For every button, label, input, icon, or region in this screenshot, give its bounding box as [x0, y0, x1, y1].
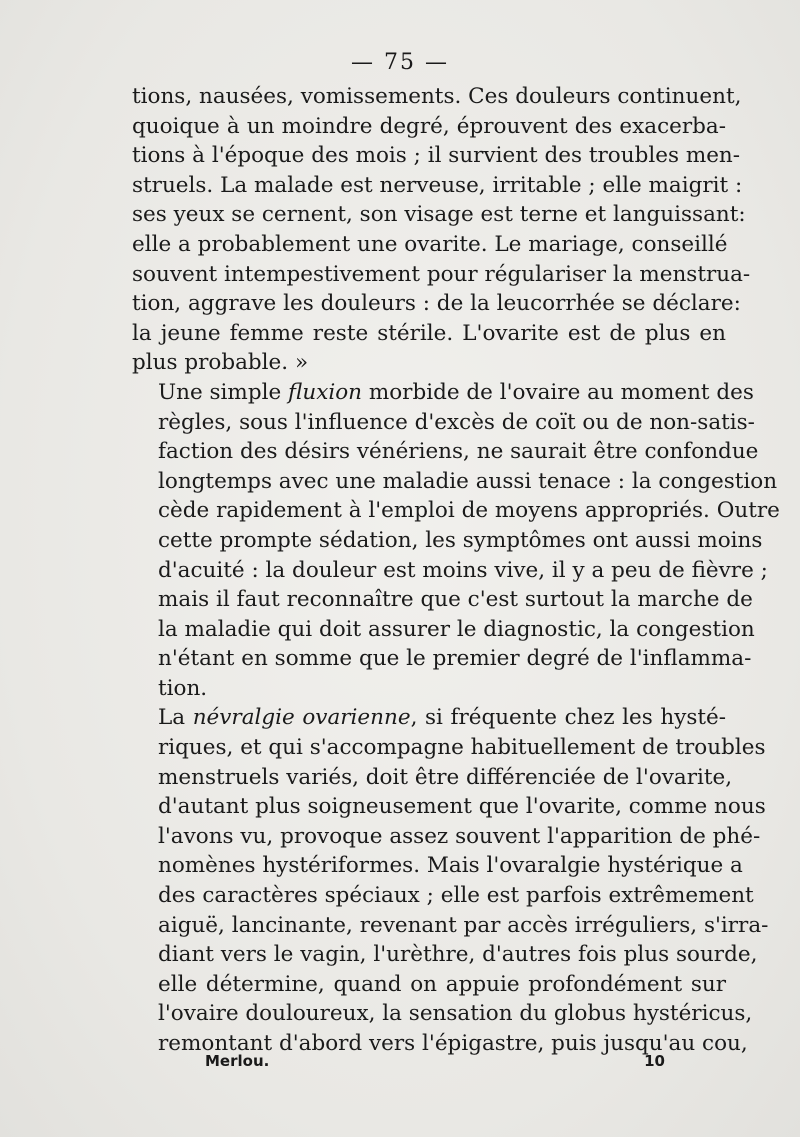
text-line: menstruels variés, doit être différenciée de l'ovarite,: [158, 764, 733, 790]
paragraph: [132, 378, 780, 704]
footer-signature-number: 10: [644, 1052, 665, 1070]
text-line: d'autant plus soigneusement que l'ovarite, comme nous: [158, 794, 766, 820]
body-text: [132, 82, 780, 1059]
text-line: struels. La malade est nerveuse, irritable ; elle maigrit :: [132, 172, 743, 198]
text-line: elle a probablement une ovarite. Le mariage, conseillé: [132, 231, 728, 257]
text-line: aiguë, lancinante, revenant par accès irréguliers, s'irra-: [158, 912, 769, 938]
text-line: l'avons vu, provoque assez souvent l'apparition de phé-: [158, 823, 761, 849]
text-line: quoique à un moindre degré, éprouvent des exacerba-: [132, 113, 726, 139]
paragraph: [132, 82, 751, 378]
text-line: diant vers le vagin, l'urèthre, d'autres fois plus sourde,: [158, 942, 758, 968]
text-line: plus probable. »: [132, 350, 309, 376]
text-line: règles, sous l'influence d'excès de coït ou de non-satis-: [158, 409, 755, 435]
text-line: tions, nausées, vomissements. Ces douleurs continuent,: [132, 84, 742, 109]
text-line: cette prompte sédation, les symptômes ont aussi moins: [158, 527, 763, 553]
text-line: longtemps avec une maladie aussi tenace : la congestion: [158, 468, 778, 494]
text-line: riques, et qui s'accompagne habituellement de troubles: [158, 735, 766, 761]
text-line: n'étant en somme que le premier degré de l'inflamma-: [158, 646, 752, 672]
text-line: nomènes hystériformes. Mais l'ovaralgie hystérique a: [158, 853, 743, 879]
text-line: mais il faut reconnaître que c'est surtout la marche de: [158, 587, 753, 613]
text-line: la maladie qui doit assurer le diagnostic, la congestion: [158, 616, 755, 642]
text-line: d'acuité : la douleur est moins vive, il y a peu de fièvre ;: [158, 557, 768, 583]
paragraph: [132, 703, 769, 1058]
text-line: Une simple fluxion morbide de l'ovaire au moment des: [158, 379, 754, 405]
text-line: tion, aggrave les douleurs : de la leucorrhée se déclare:: [132, 291, 741, 317]
text-line: souvent intempestivement pour régulariser la menstrua-: [132, 261, 751, 287]
text-line: La névralgie ovarienne, si fréquente chez les hysté-: [158, 705, 727, 731]
text-line: tions à l'époque des mois ; il survient des troubles men-: [132, 143, 741, 169]
text-line: faction des désirs vénériens, ne saurait être confondue: [158, 439, 759, 465]
text-line: des caractères spéciaux ; elle est parfois extrêmement: [158, 883, 754, 909]
text-line: remontant d'abord vers l'épigastre, puis jusqu'au cou,: [158, 1031, 748, 1056]
text-line: ses yeux se cernent, son visage est terne et languissant:: [132, 202, 746, 228]
footer-author: Merlou.: [205, 1052, 270, 1070]
page-number-header: — 75 —: [351, 50, 449, 75]
text-line: elle détermine, quand on appuie profondément sur: [158, 971, 726, 997]
text-line: la jeune femme reste stérile. L'ovarite est de plus en: [132, 320, 726, 346]
text-line: cède rapidement à l'emploi de moyens appropriés. Outre: [158, 498, 780, 524]
text-line: l'ovaire douloureux, la sensation du globus hystéricus,: [158, 1001, 753, 1027]
text-line: tion.: [158, 675, 208, 701]
